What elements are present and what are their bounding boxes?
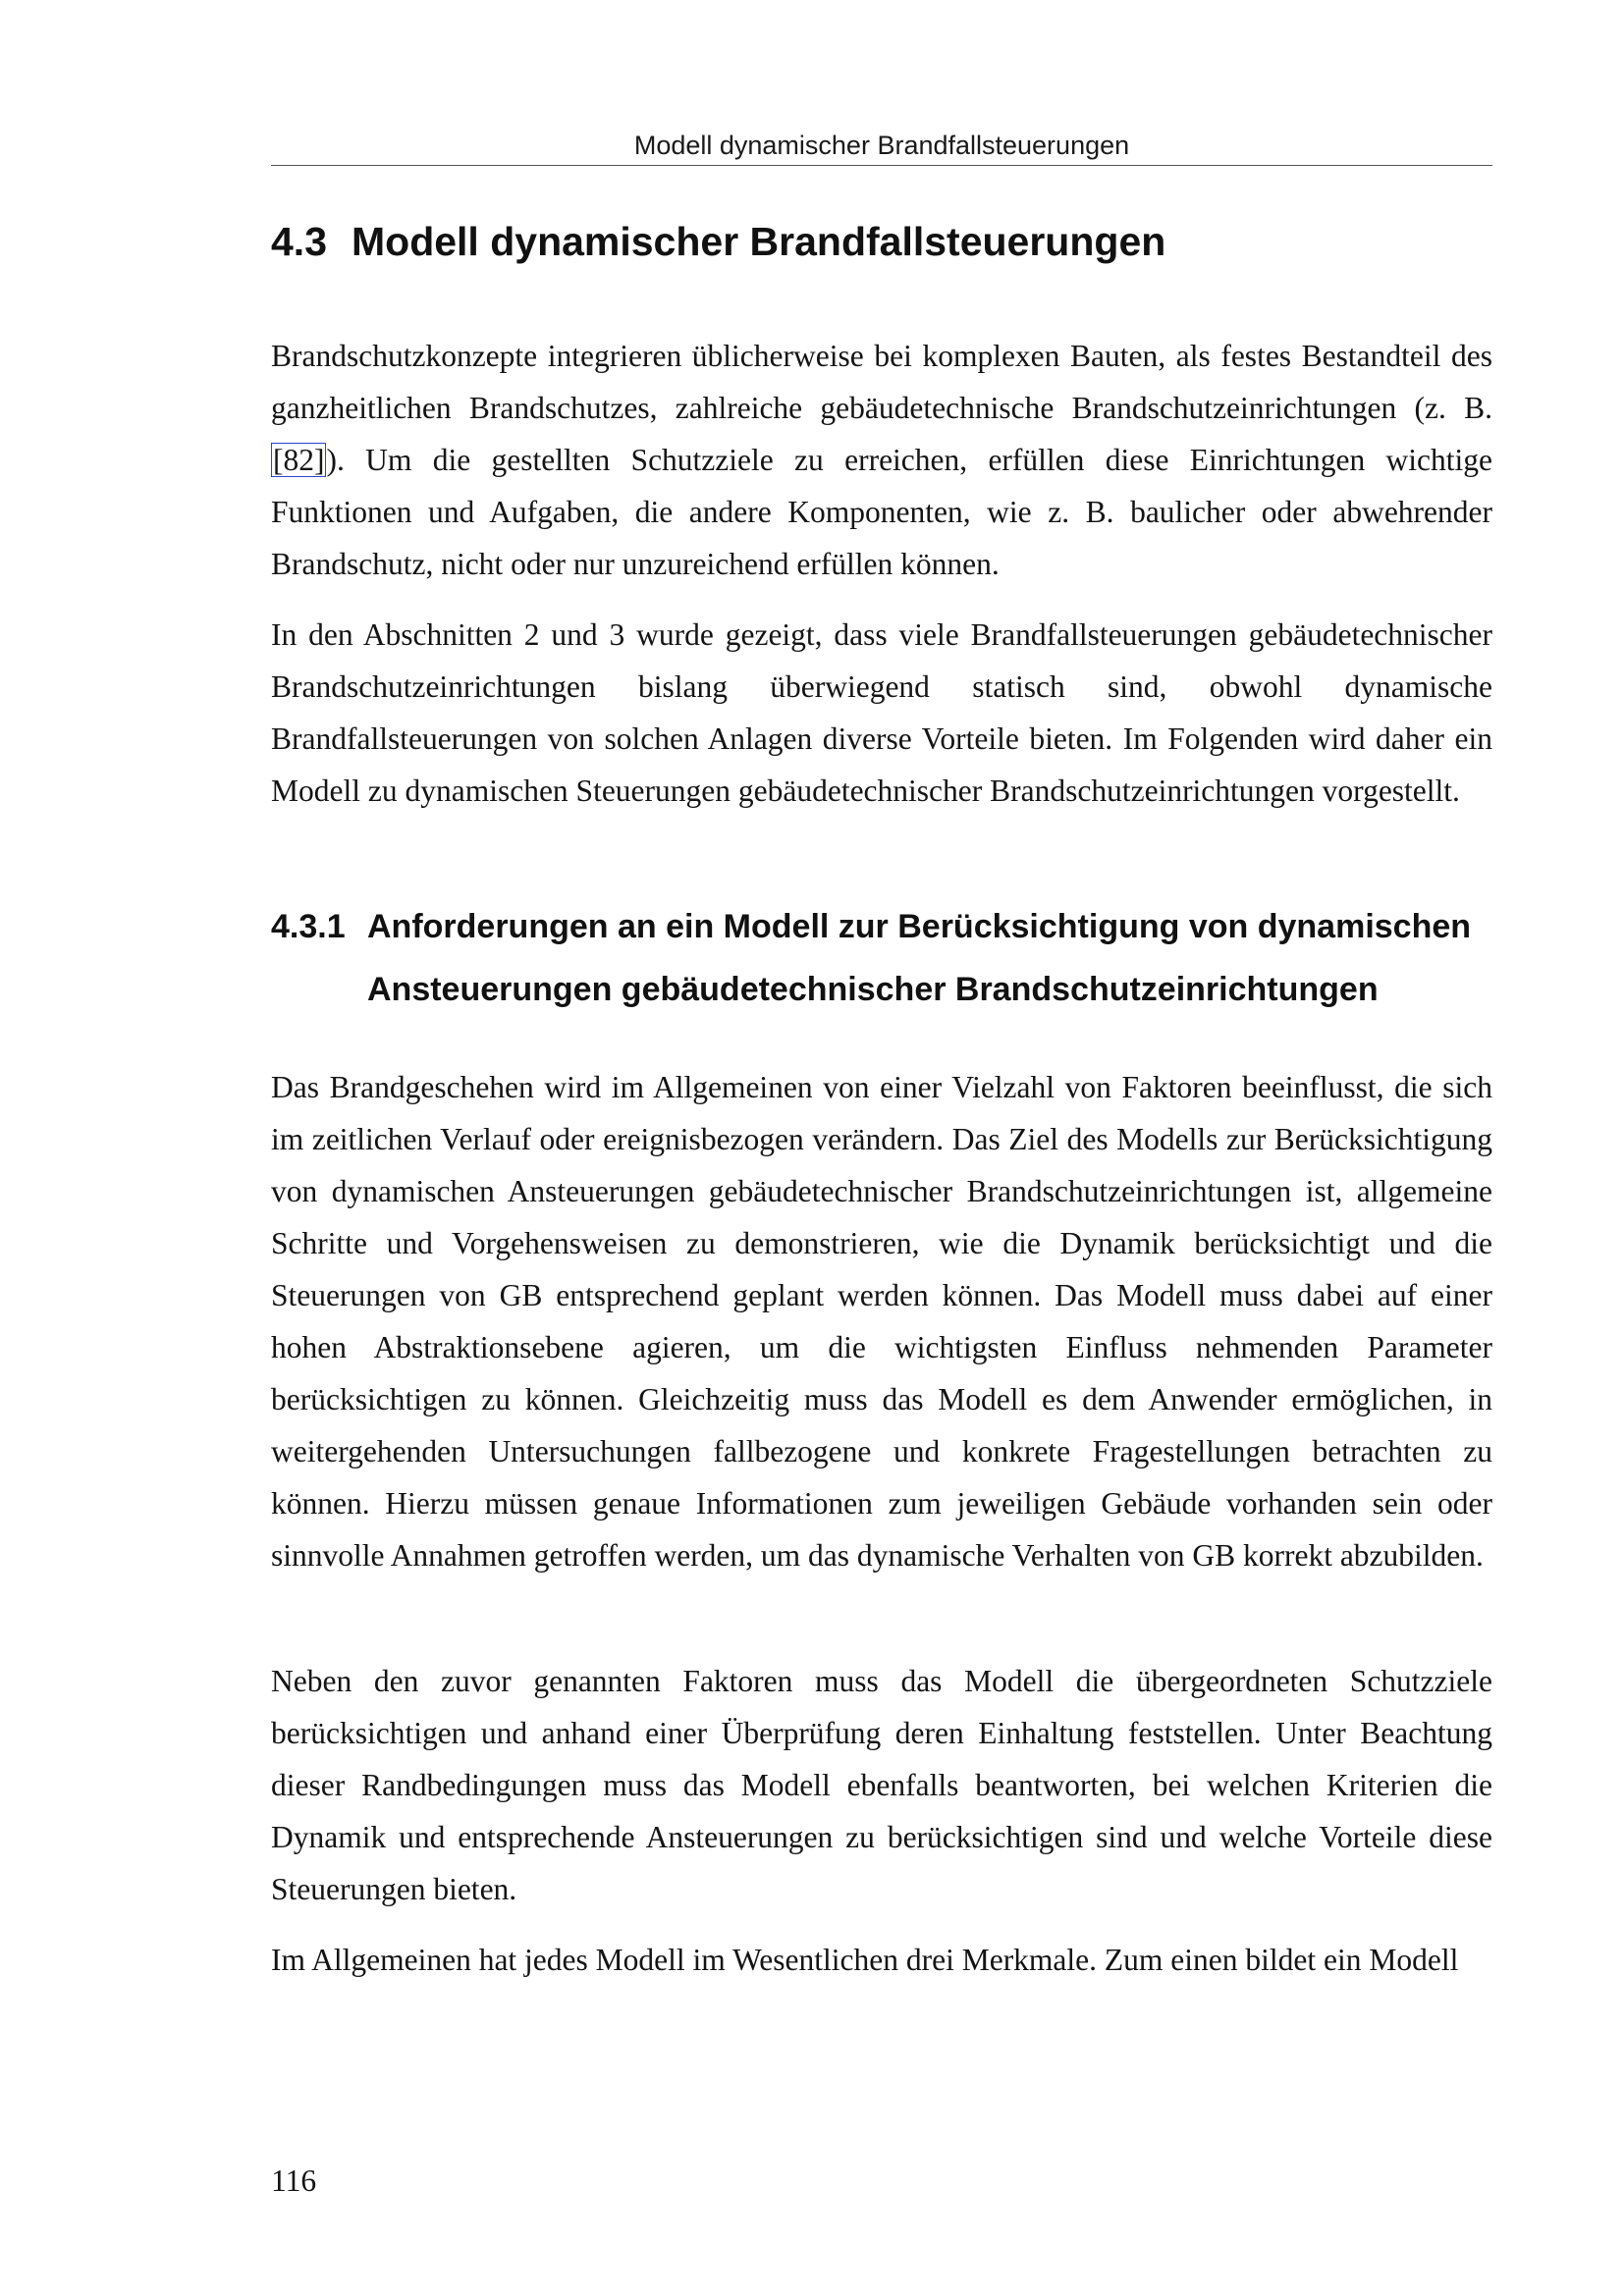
subsection-title: Anforderungen an ein Modell zur Berücksichtigung von dynamischen Ansteuerungen gebäudetechnischer Brandschutzeinrichtungen bbox=[367, 908, 1472, 1008]
subsection-heading bbox=[271, 895, 1492, 1021]
paragraph-4: Neben den zuvor genannten Faktoren muss das Modell die übergeordneten Schutzziele berücksichtigen und anhand einer Überprüfung deren Einhaltung feststellen. Unter Beachtung dieser Randbedingungen muss das Modell ebenfalls beantworten, bei welchen Kriterien die Dynamik und entsprechende Ansteuerungen zu berücksichtigen sind und welche Vorteile diese Steuerungen bieten. bbox=[271, 1664, 1492, 1906]
running-header: Modell dynamischer Brandfallsteuerungen bbox=[633, 131, 1130, 160]
section-number: 4.3 bbox=[271, 219, 327, 264]
paragraph-5: Im Allgemeinen hat jedes Modell im Wesentlichen drei Merkmale. Zum einen bildet ein Modell bbox=[271, 1943, 1459, 1977]
header-rule bbox=[271, 165, 1492, 166]
paragraph-2: In den Abschnitten 2 und 3 wurde gezeigt, dass viele Brandfallsteuerungen gebäudetechnischer Brandschutzeinrichtungen bislang überwiegend statisch sind, obwohl dynamische Brandfallsteuerungen von solchen Anlagen diverse Vorteile bieten. Im Folgenden wird daher ein Modell zu dynamischen Steuerungen gebäudetechnischer Brandschutzeinrichtungen vorgestellt. bbox=[271, 617, 1492, 808]
paragraph-1 bbox=[271, 330, 1492, 590]
paragraph-1-text-start: Brandschutzkonzepte integrieren üblicherweise bei komplexen Bauten, als festes Bestandteil des ganzheitlichen Brandschutzes, zahlreiche gebäudetechnische Brandschutzeinrichtungen (z. B. bbox=[271, 339, 1492, 425]
citation-link[interactable]: [82] bbox=[273, 443, 325, 477]
page-number: 116 bbox=[271, 2163, 317, 2198]
paragraph-3: Das Brandgeschehen wird im Allgemeinen von einer Vielzahl von Faktoren beeinflusst, die sich im zeitlichen Verlauf oder ereignisbezogen verändern. Das Ziel des Modells zur Berücksichtigung von dynamischen Ansteuerungen gebäudetechnischer Brandschutzeinrichtungen ist, allgemeine Schritte und Vorgehensweisen zu demonstrieren, wie die Dynamik berücksichtigt und die Steuerungen von GB entsprechend geplant werden können. Das Modell muss dabei auf einer hohen Abstraktionsebene agieren, um die wichtigsten Einfluss nehmenden Parameter berücksichtigen zu können. Gleichzeitig muss das Modell es dem Anwender ermöglichen, in weitergehenden Untersuchungen fallbezogene und konkrete Fragestellungen betrachten zu können. Hierzu müssen genaue Informationen zum jeweiligen Gebäude vorhanden sein oder sinnvolle Annahmen getroffen werden, um das dynamische Verhalten von GB korrekt abzubilden. bbox=[271, 1070, 1492, 1573]
paragraph-1-text-end: ). Um die gestellten Schutzziele zu erreichen, erfüllen diese Einrichtungen wichtige Funktionen und Aufgaben, die andere Komponenten, wie z. B. baulicher oder abwehrender Brandschutz, nicht oder nur unzureichend erfüllen können. bbox=[271, 443, 1492, 581]
subsection-number: 4.3.1 bbox=[271, 908, 346, 945]
section-title: Modell dynamischer Brandfallsteuerungen bbox=[352, 219, 1166, 264]
section-heading bbox=[271, 214, 1492, 269]
